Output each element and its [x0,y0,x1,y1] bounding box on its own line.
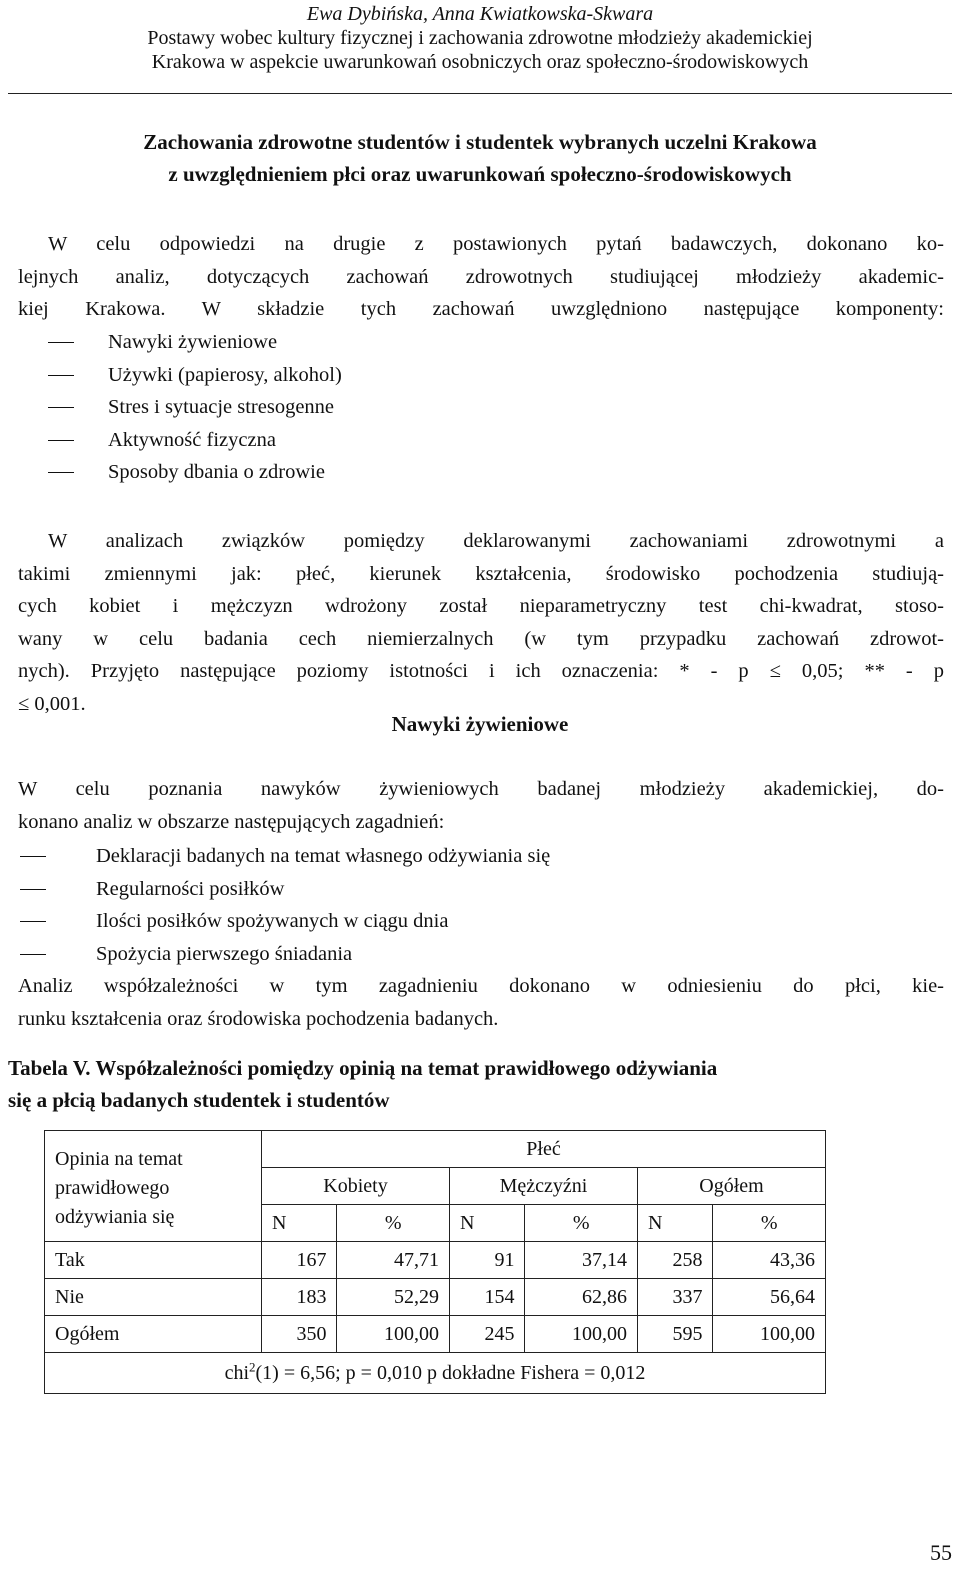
row-label: Tak [45,1242,262,1279]
opinion-header-cell [45,1131,262,1242]
table-cell: 100,00 [525,1316,638,1353]
list-item: Aktywność fizyczna [48,424,342,457]
table-cell: 37,14 [525,1242,638,1279]
nutrition-line: konano analiz w obszarze następujących zagadnień: [18,810,445,833]
closing-line: runku kształcenia oraz środowiska pochodzenia badanych. [18,1007,499,1030]
subheader-cell: N [449,1205,524,1242]
section-title-line-1: Zachowania zdrowotne studentów i studentek wybranych uczelni Krakowa [143,130,817,154]
list-item: Spożycia pierwszego śniadania [20,938,550,971]
table-header-row [45,1131,826,1168]
intro-line: kiej Krakowa. W składzie tych zachowań uwzględniono następujące komponenty: [18,298,944,320]
analysis-line: nych). Przyjęto następujące poziomy istotności i ich oznaczenia: * - p ≤ 0,05; ** - p [18,660,944,682]
list-item: Regularności posiłków [20,873,550,906]
table-cell: 595 [637,1316,712,1353]
analysis-paragraph [18,525,944,720]
analysis-line: wany w celu badania cech niemierzalnych (w tym przypadku zachowań zdrowot- [18,627,944,650]
table-cell: 91 [449,1242,524,1279]
list-item: Używki (papierosy, alkohol) [48,359,342,392]
section-title [0,126,960,190]
opinion-header-line: Opinia na temat [55,1148,183,1170]
group-header-cell: Ogółem [637,1168,825,1205]
table-footnote [45,1353,826,1394]
group-header-cell: Kobiety [262,1168,450,1205]
list-item: Stres i sytuacje stresogenne [48,391,342,424]
intro-line: lejnych analiz, dotyczących zachowań zdrowotnych studiującej młodzieży akademic- [18,265,944,288]
subheader-cell: N [637,1205,712,1242]
header-title-line-1: Postawy wobec kultury fizycznej i zachowania zdrowotne młodzieży akademickiej [147,27,813,49]
table-cell: 100,00 [713,1316,826,1353]
list-item: Sposoby dbania o zdrowie [48,456,342,489]
nutrition-paragraph [18,773,944,838]
header-title-line-2: Krakowa w aspekcie uwarunkowań osobniczych oraz społeczno-środowiskowych [151,51,809,73]
table-cell: 258 [637,1242,712,1279]
header-authors: Ewa Dybińska, Anna Kwiatkowska-Skwara [306,3,654,25]
nutrition-topics-list [20,840,550,970]
row-label: Ogółem [45,1316,262,1353]
running-header [0,0,960,74]
table-footer-row [45,1353,826,1394]
nutrition-closing-paragraph [18,970,944,1035]
table-cell: 100,00 [337,1316,450,1353]
analysis-line: cych kobiet i mężczyzn wdrożony został nieparametryczny test chi-kwadrat, stoso- [18,595,944,617]
header-divider [8,93,952,94]
section-title-line-2: z uwzględnieniem płci oraz uwarunkowań społeczno-środowiskowych [168,162,792,186]
opinion-header-line: prawidłowego [55,1177,170,1199]
sex-header-cell: Płeć [262,1131,826,1168]
table-caption [8,1052,948,1116]
row-label: Nie [45,1279,262,1316]
nutrition-line: W celu poznania nawyków żywieniowych badanej młodzieży akademickiej, do- [18,778,944,800]
analysis-line: W analizach związków pomiędzy deklarowanymi zachowaniami zdrowotnymi a [48,530,944,552]
table-cell: 154 [449,1279,524,1316]
subheader-cell: % [713,1205,826,1242]
table-cell: 337 [637,1279,712,1316]
table-cell: 62,86 [525,1279,638,1316]
footnote-prefix: chi [224,1362,250,1384]
subheader-cell: % [525,1205,638,1242]
table-cell: 43,36 [713,1242,826,1279]
table-row [45,1279,826,1316]
table-caption-line-2: się a płcią badanych studentek i studentów [8,1088,390,1112]
list-item: Nawyki żywieniowe [48,326,342,359]
table-cell: 245 [449,1316,524,1353]
list-item: Deklaracji badanych na temat własnego odżywiania się [20,840,550,873]
closing-line: Analiz współzależności w tym zagadnieniu dokonano w odniesieniu do płci, kie- [18,975,944,997]
subheader-cell: % [337,1205,450,1242]
footnote-text: (1) = 6,56; p = 0,010 p dokładne Fishera = 0,012 [255,1362,646,1384]
subheader-cell: N [262,1205,337,1242]
results-table [44,1130,826,1394]
analysis-line: takimi zmiennymi jak: płeć, kierunek kształcenia, środowisko pochodzenia studiują- [18,562,944,585]
opinion-header-line: odżywiania się [55,1206,175,1228]
table-cell: 350 [262,1316,337,1353]
page-number: 55 [930,1540,952,1565]
nutrition-heading: Nawyki żywieniowe [391,712,569,736]
list-item: Ilości posiłków spożywanych w ciągu dnia [20,905,550,938]
table-row [45,1316,826,1353]
table-caption-line-1: Tabela V. Współzależności pomiędzy opinią na temat prawidłowego odżywiania [8,1056,718,1080]
footnote-superscript: 2 [249,1359,256,1375]
components-list [48,326,342,489]
intro-paragraph [18,228,944,326]
intro-line: W celu odpowiedzi na drugie z postawionych pytań badawczych, dokonano ko- [48,233,944,255]
table-row [45,1242,826,1279]
table-cell: 52,29 [337,1279,450,1316]
group-header-cell: Mężczyźni [449,1168,637,1205]
table-cell: 167 [262,1242,337,1279]
table-cell: 183 [262,1279,337,1316]
analysis-line: ≤ 0,001. [18,692,86,715]
table-cell: 56,64 [713,1279,826,1316]
table-cell: 47,71 [337,1242,450,1279]
